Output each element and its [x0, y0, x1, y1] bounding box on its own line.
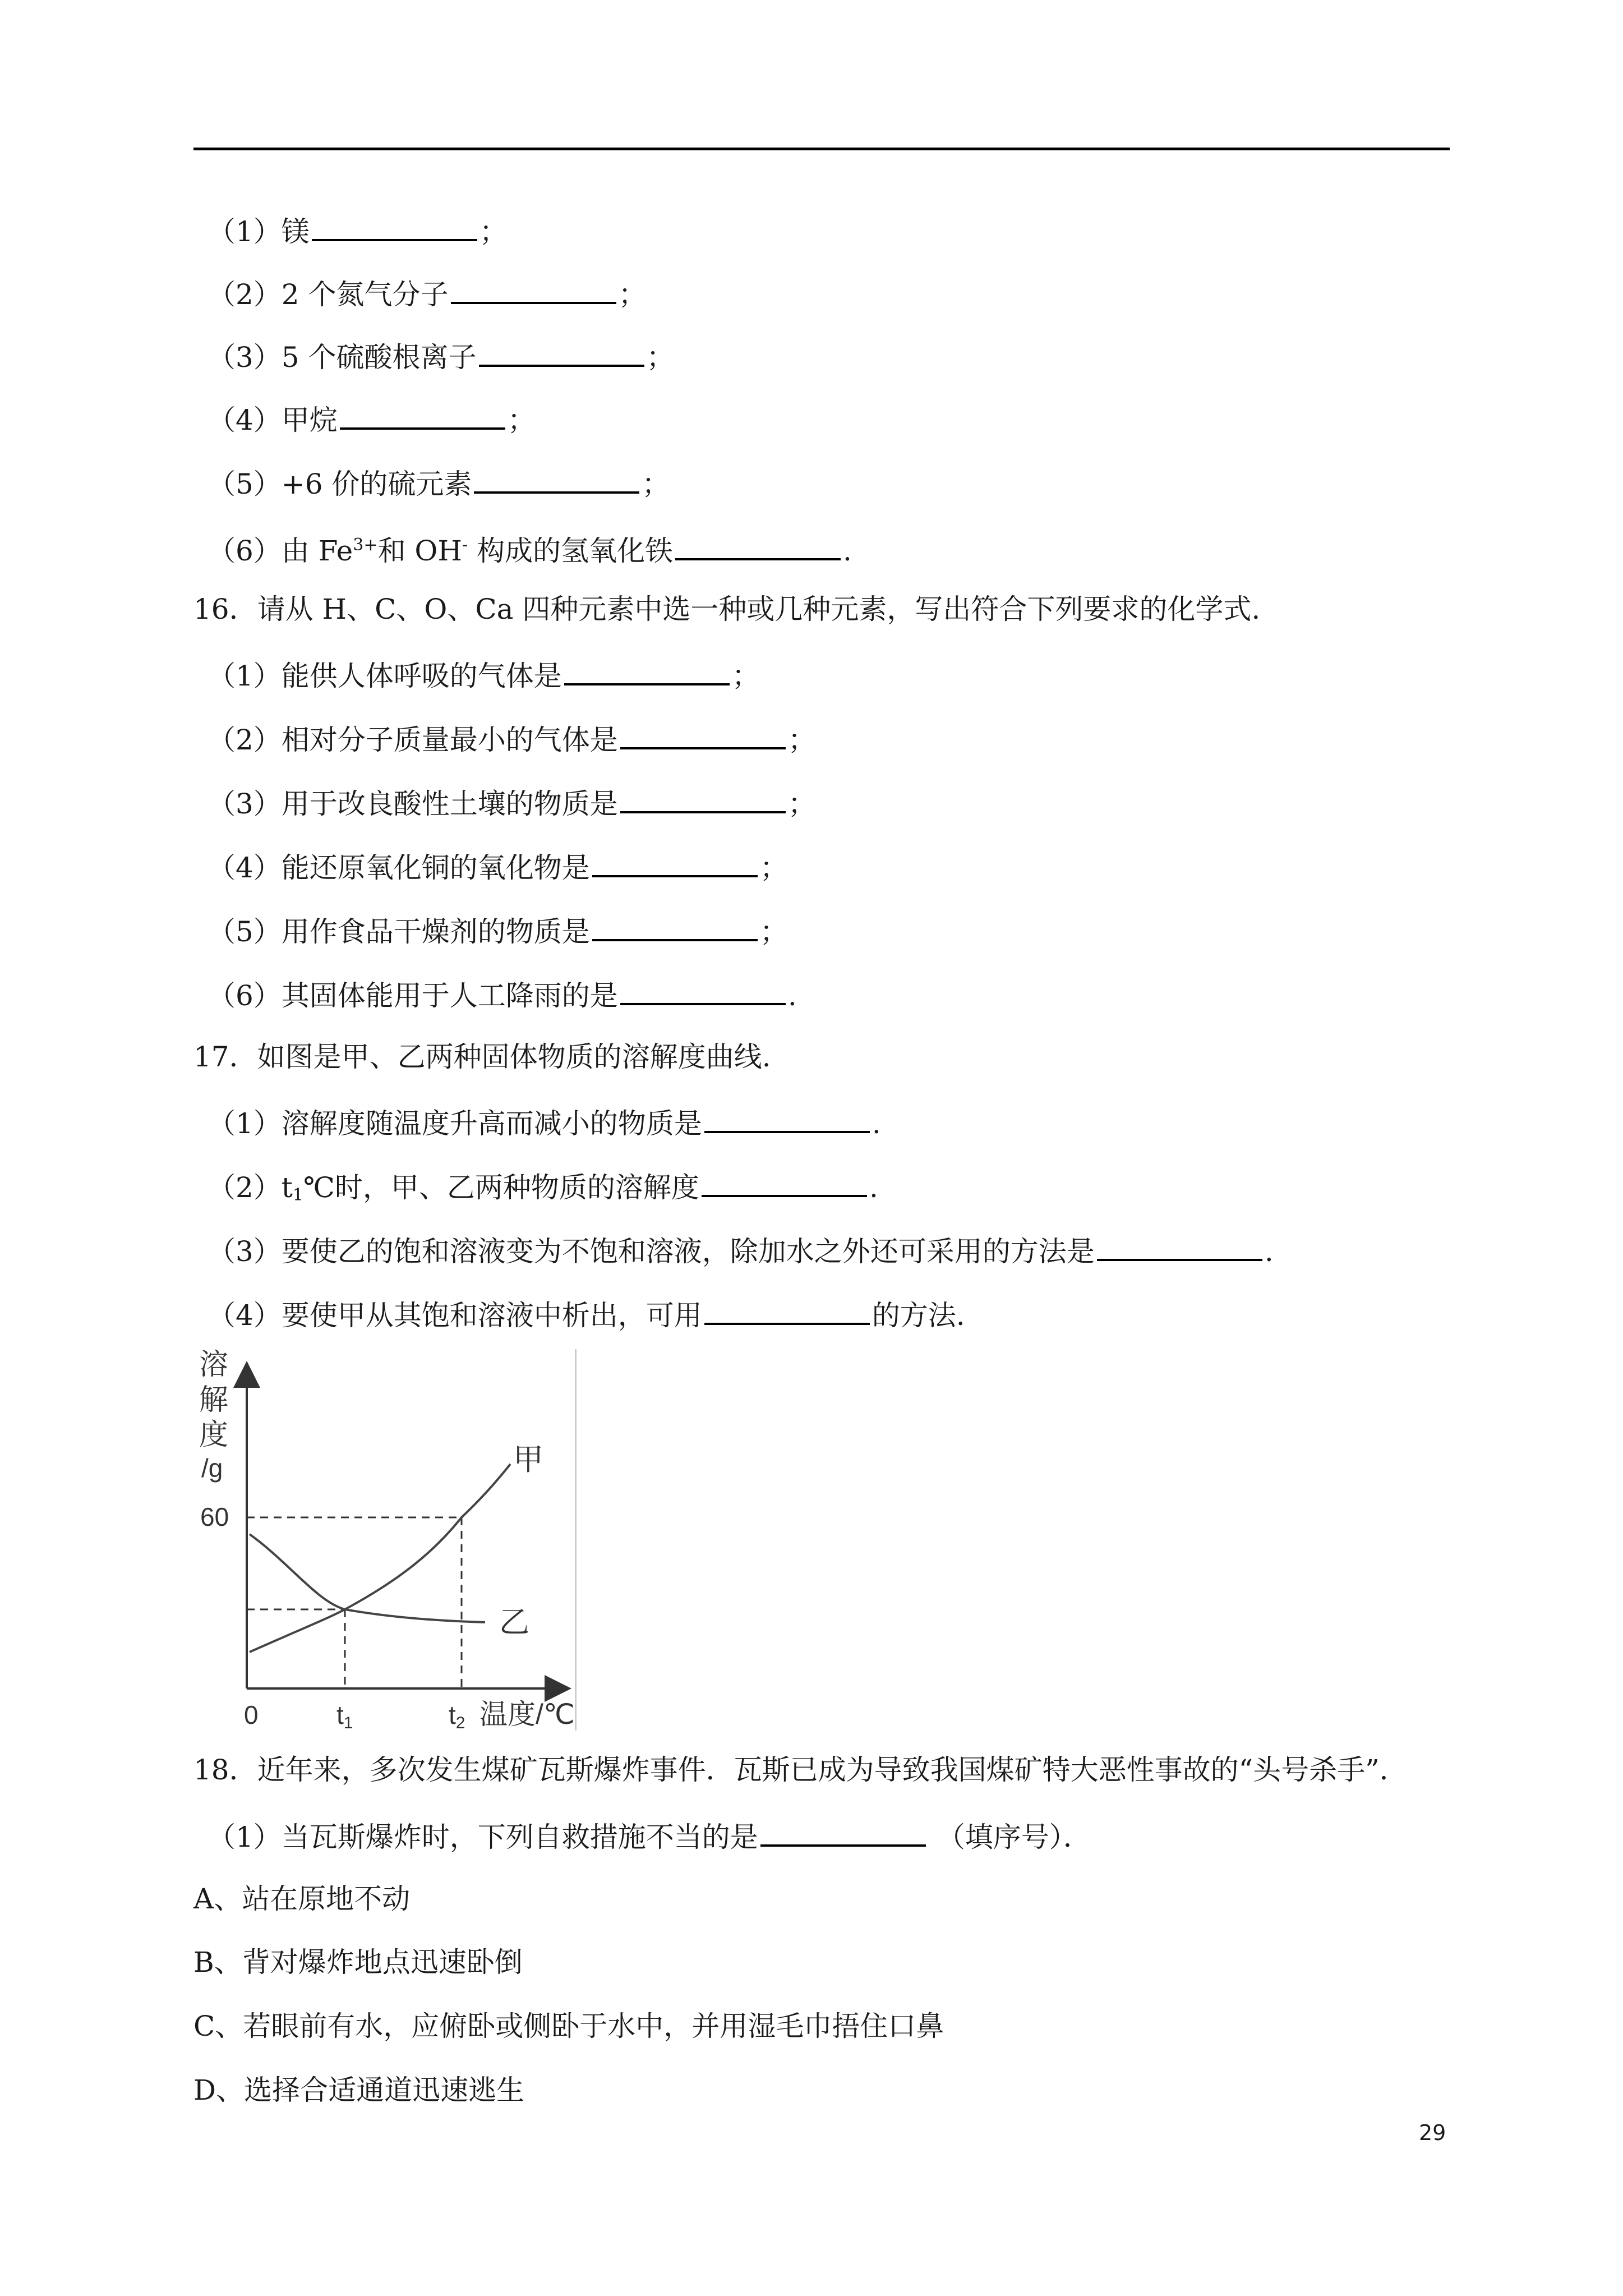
q18-item-1: （1）当瓦斯爆炸时，下列自救措施不当的是 （填序号）．	[208, 1818, 1091, 1854]
q17-item-2: $(2)t_1℃$时，甲、乙两种物质的溶解度 .	[208, 1168, 878, 1212]
answer-blank[interactable]	[760, 1818, 926, 1847]
q18-option-b: B、背对爆炸地点迅速卧倒	[193, 1946, 523, 1978]
x-axis-label: 温度/℃	[479, 1699, 575, 1730]
answer-blank[interactable]	[620, 720, 786, 749]
x-tick-t1: t1	[336, 1700, 353, 1731]
answer-blank[interactable]	[702, 1168, 867, 1197]
answer-blank[interactable]	[704, 1296, 870, 1325]
y-axis-label-1: 溶	[199, 1349, 229, 1381]
y-axis-label-2: 解	[199, 1384, 229, 1416]
answer-blank[interactable]	[451, 275, 616, 304]
solubility-chart	[193, 1349, 577, 1731]
q15-item-6: （6）由 $Fe^{3+}$和 OH- 构成的氢氧化铁 .	[208, 528, 852, 568]
answer-blank[interactable]	[474, 464, 639, 494]
answer-blank[interactable]	[340, 401, 505, 430]
x-tick-t2: t2	[449, 1700, 465, 1731]
q18-option-c: C、若眼前有水，应俯卧或侧卧于水中，并用湿毛巾捂住口鼻	[193, 2010, 944, 2042]
q16-item-6: （6）其固体能用于人工降雨的是 .	[208, 976, 797, 1013]
q16-item-5: （5）用作食品干燥剂的物质是 ；	[208, 912, 788, 949]
header-rule	[193, 148, 1450, 150]
series-yi-curve	[250, 1534, 485, 1622]
q16-item-3: （3）用于改良酸性土壤的物质是 ；	[208, 784, 816, 821]
q17-item-3: （3）要使乙的饱和溶液变为不饱和溶液，除加水之外还可采用的方法是 .	[208, 1232, 1274, 1268]
series-yi-label: 乙	[499, 1605, 529, 1639]
q18-stem: 18．近年来，多次发生煤矿瓦斯爆炸事件．瓦斯已成为导致我国煤矿特大恶性事故的“头号杀手”．	[193, 1754, 1408, 1786]
q18-option-a: A、站在原地不动	[193, 1883, 411, 1915]
q17-stem: 17．如图是甲、乙两种固体物质的溶解度曲线.	[193, 1041, 771, 1073]
series-jia-curve	[250, 1464, 510, 1652]
answer-blank[interactable]	[592, 912, 758, 941]
answer-blank[interactable]	[675, 531, 841, 560]
origin-label: 0	[244, 1700, 259, 1729]
q15-item-2: （2）2 个氮气分子 ；	[208, 275, 647, 311]
q16-item-2: （2）相对分子质量最小的气体是 ；	[208, 720, 816, 757]
q16-item-4: （4）能还原氧化铜的氧化物是 ；	[208, 848, 788, 885]
answer-blank[interactable]	[592, 848, 758, 877]
answer-blank[interactable]	[620, 976, 786, 1005]
y-tick-60: 60	[200, 1502, 229, 1531]
y-axis-label-3: 度	[199, 1419, 229, 1451]
q15-item-5: （5）+6 价的硫元素 ；	[208, 464, 670, 501]
q16-stem: 16．请从 H、C、O、Ca 四种元素中选一种或几种元素，写出符合下列要求的化学式.	[193, 593, 1261, 625]
answer-blank[interactable]	[564, 656, 730, 685]
answer-blank[interactable]	[1097, 1232, 1262, 1261]
q17-item-1: （1）溶解度随温度升高而减小的物质是 .	[208, 1104, 881, 1140]
answer-blank[interactable]	[704, 1104, 870, 1133]
q17-item-4: （4）要使甲从其饱和溶液中析出，可用 的方法.	[208, 1296, 965, 1332]
q15-item-4: （4）甲烷 ；	[208, 401, 536, 437]
answer-blank[interactable]	[312, 212, 477, 241]
series-jia-label: 甲	[513, 1443, 543, 1476]
q18-option-d: D、选择合适通道迅速逃生	[193, 2074, 525, 2106]
q15-item-3: （3）5 个硫酸根离子 ；	[208, 338, 675, 374]
page-number: 29	[1419, 2120, 1446, 2145]
y-axis-label-4: /g	[201, 1453, 223, 1483]
answer-blank[interactable]	[479, 338, 644, 367]
q15-item-1: （1）镁 ；	[208, 212, 508, 249]
q16-item-1: （1）能供人体呼吸的气体是 ；	[208, 656, 760, 693]
answer-blank[interactable]	[620, 784, 786, 813]
